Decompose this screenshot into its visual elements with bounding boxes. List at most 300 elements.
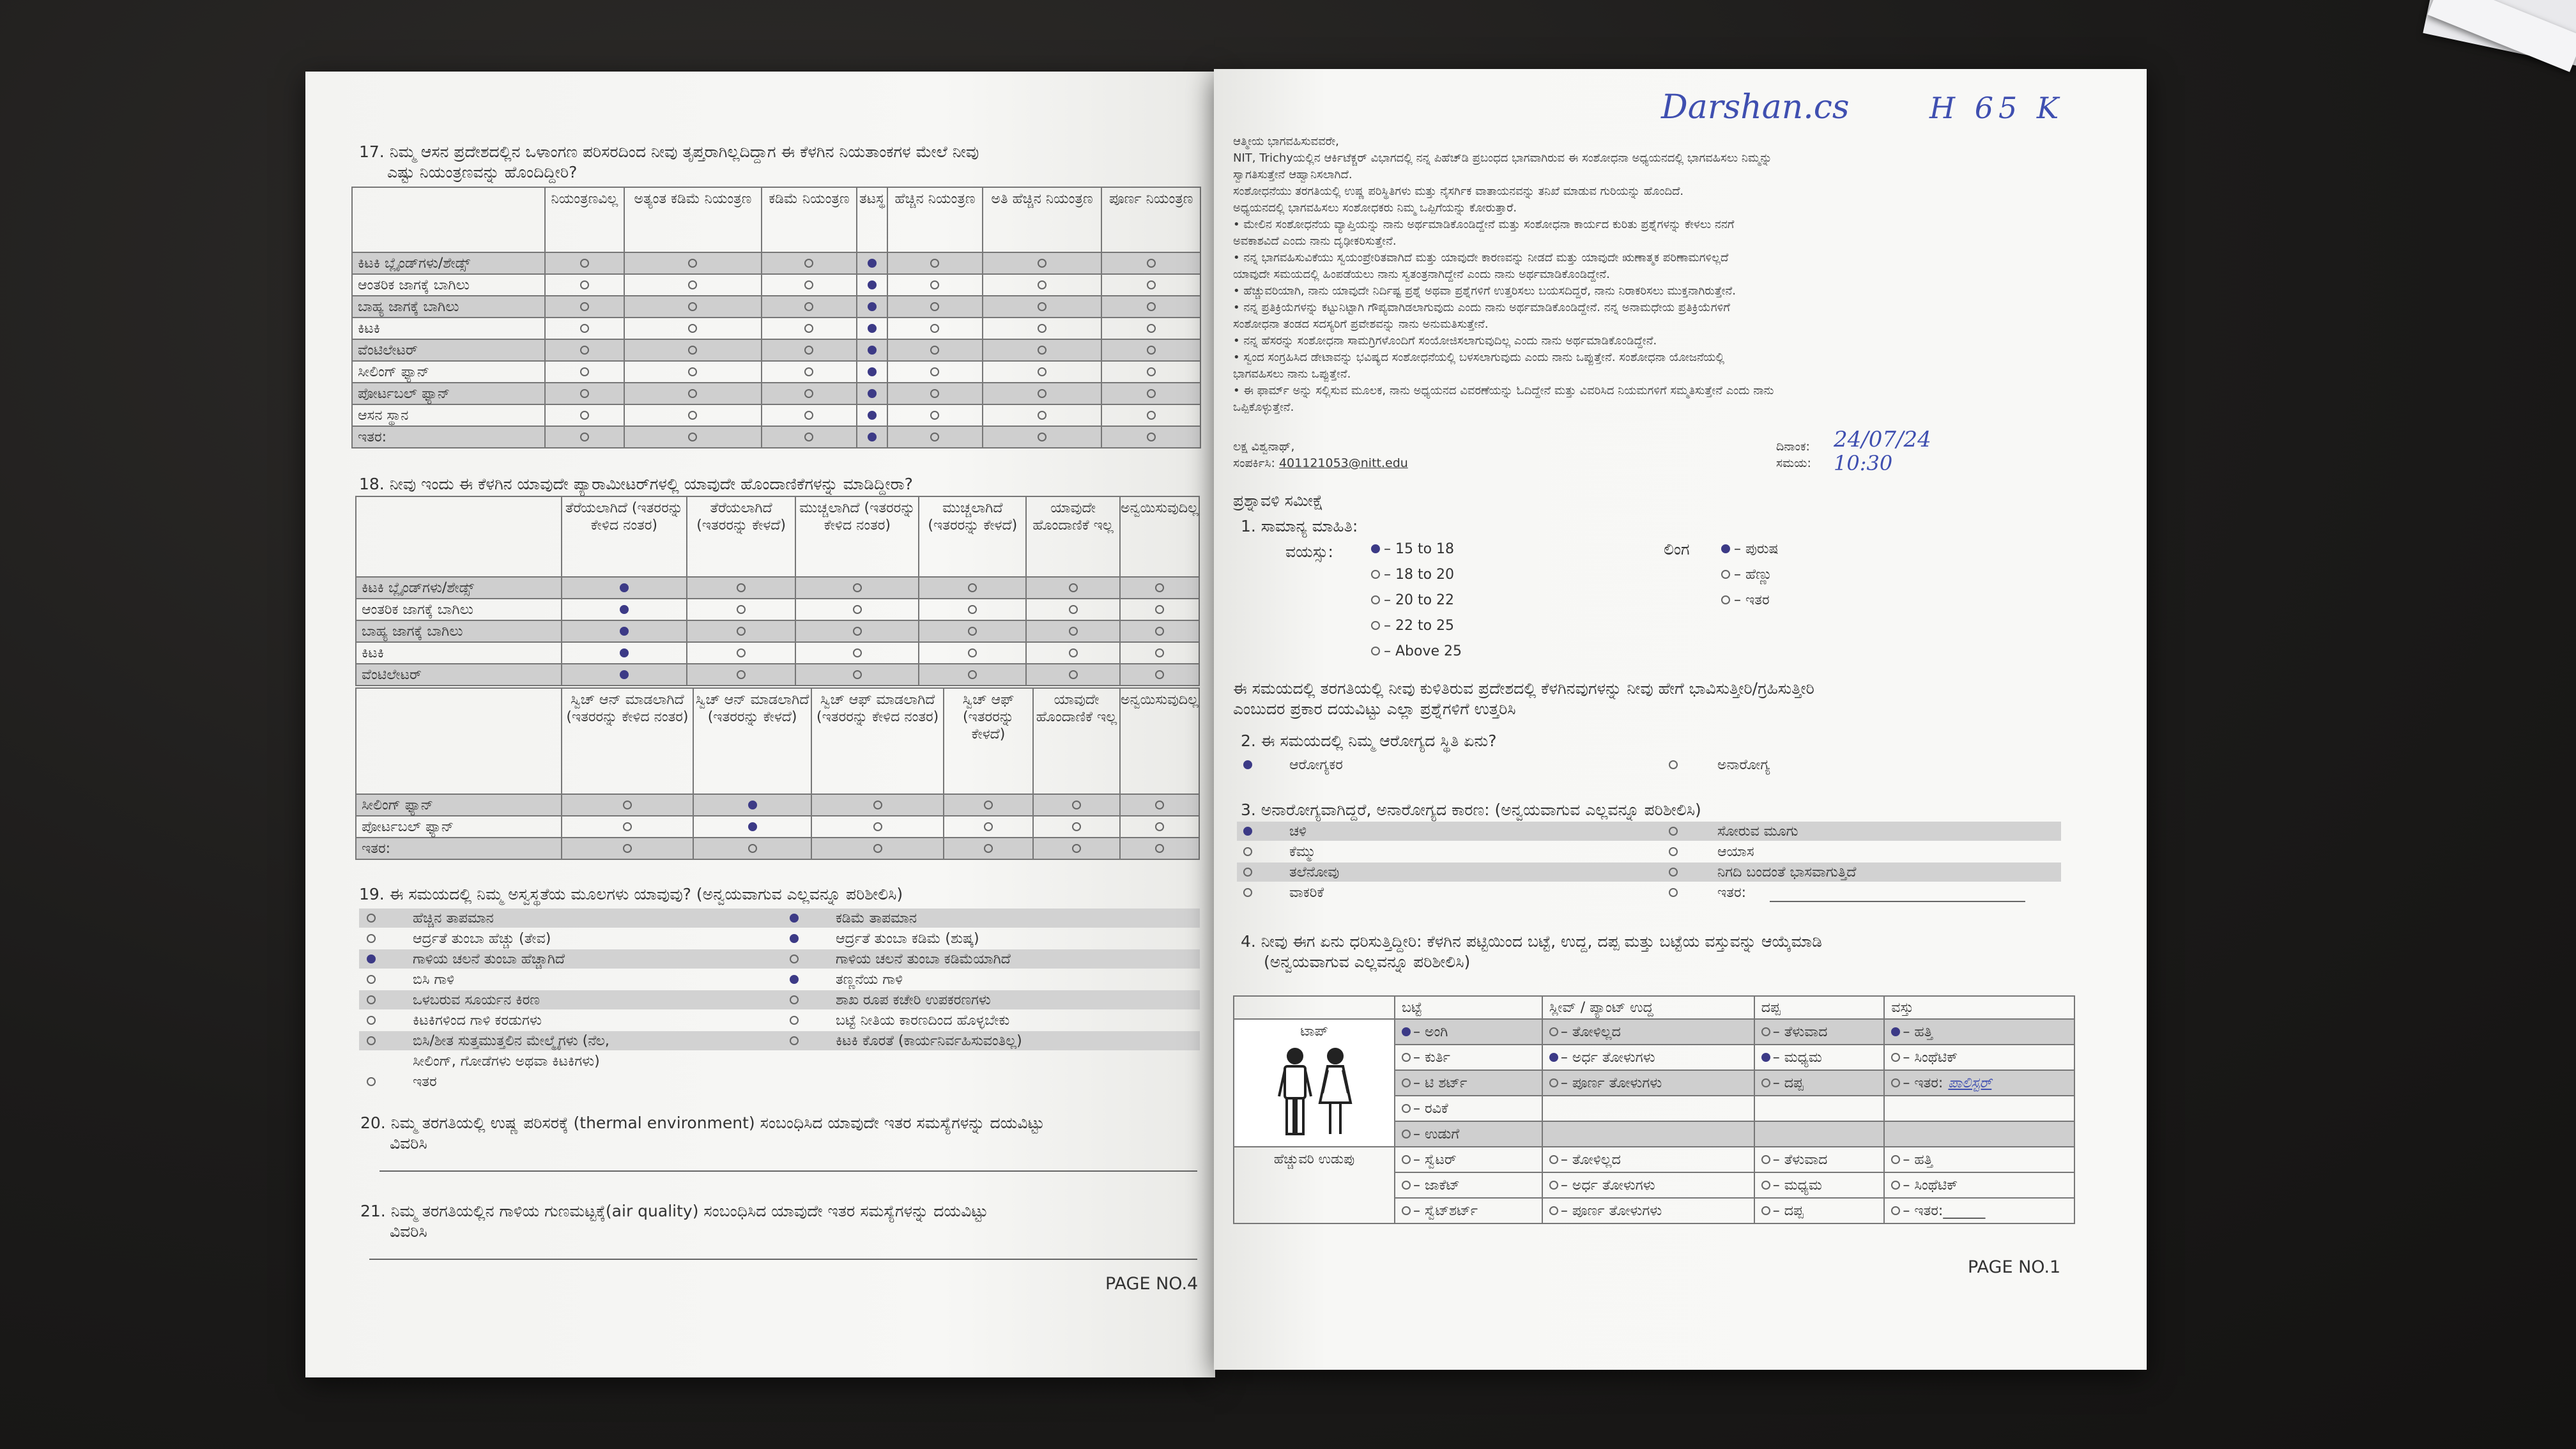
q19-option[interactable] [790,992,991,1009]
q18-radio[interactable] [873,801,882,809]
q18-radio[interactable] [1069,583,1078,592]
q17-radio[interactable] [580,367,589,376]
q18-radio[interactable] [620,605,629,614]
q18-cell [811,838,944,859]
q17-radio[interactable] [930,389,939,398]
q1-age-radio[interactable] [1371,647,1380,656]
q18-radio[interactable] [853,670,862,679]
q19-option[interactable] [790,1012,1009,1030]
q18-radio[interactable] [623,844,632,853]
q18-radio[interactable] [853,583,862,592]
handwritten-name: Darshan.cs [1661,88,1850,126]
q18-radio[interactable] [1155,627,1164,636]
q19-option[interactable] [790,971,903,989]
q19-option[interactable] [790,1032,1022,1050]
q20-line2: ವಿವರಿಸಿ [390,1134,427,1153]
q17-radio[interactable] [688,346,697,355]
q4-col-header: ಬಟ್ಟೆ [1395,996,1542,1019]
q17-radio[interactable] [1038,367,1046,376]
q18-radio[interactable] [737,583,746,592]
q18-radio[interactable] [984,801,993,809]
q4-cell-label: – ಉಡುಗೆ [1413,1126,1460,1142]
q17-cell [545,318,624,339]
q17-radio[interactable] [580,433,589,441]
q18-col-header: ಯಾವುದೇ ಹೊಂದಾಣಿಕೆ ಇಲ್ಲ [1033,688,1120,794]
q18-col-header: ಅನ್ವಯಿಸುವುದಿಲ್ಲ [1120,496,1199,577]
q18-cell [795,642,919,664]
q3-radio[interactable] [1669,847,1678,856]
q17-radio[interactable] [930,411,939,420]
q1-age-radio[interactable] [1371,595,1380,604]
q18-radio[interactable] [623,822,632,831]
q1-age-radio[interactable] [1371,544,1380,553]
q17-radio[interactable] [1038,302,1046,311]
q4-extra-row [1234,1147,2074,1172]
q17-cell [857,383,888,404]
q18-cell [562,620,687,642]
q21-line1: 21. ನಿಮ್ಮ ತರಗತಿಯಲ್ಲಿನ ಗಾಳಿಯ ಗುಣಮಟ್ಟಕ್ಕೆ(air quality) ಸಂಬಂಧಿಸಿದ ಯಾವುದೇ ಇತರ ಸಮಸ್ಯೆಗಳನ್ನು ದಯವಿಟ್ಟು [360,1202,988,1220]
q19-radio[interactable] [790,934,799,943]
q17-radio[interactable] [580,411,589,420]
q4-radio[interactable] [1761,1155,1770,1164]
consent-line: ಅವಕಾಶವಿದೆ ಎಂದು ನಾನು ದೃಢೀಕರಿಸುತ್ತೇನೆ. [1233,234,1397,248]
q17-radio[interactable] [930,324,939,333]
q17-radio[interactable] [804,433,813,441]
q18-corner [356,688,562,794]
q18-radio[interactable] [1069,648,1078,657]
q17-radio[interactable] [1147,389,1156,398]
q17-radio[interactable] [868,259,877,268]
q4-cell [1884,1121,2074,1147]
q17-radio[interactable] [688,367,697,376]
q4-radio[interactable] [1549,1078,1558,1087]
q3-radio[interactable] [1669,868,1678,877]
q17-cell [887,274,982,296]
q4-radio[interactable] [1761,1027,1770,1036]
q19-radio[interactable] [790,995,799,1004]
q18-radio[interactable] [873,844,882,853]
q4-radio[interactable] [1549,1155,1558,1164]
q17-radio[interactable] [688,280,697,289]
q4-radio[interactable] [1402,1206,1411,1215]
q1-gender-option[interactable] [1721,566,1772,584]
q1-gender-label-text: – ಇತರ [1734,592,1770,608]
q18-radio[interactable] [620,627,629,636]
q3-radio[interactable] [1243,827,1252,836]
q4-radio[interactable] [1891,1206,1900,1215]
q18-radio[interactable] [748,801,757,809]
q2-radio[interactable] [1669,760,1678,769]
q18-col-header: ತೆರೆಯಲಾಗಿದೆ (ಇತರರನ್ನು ಕೇಳಿದ ನಂತರ) [562,496,687,577]
q18-radio[interactable] [620,583,629,592]
q4-cell [1542,1045,1754,1070]
q4-radio[interactable] [1891,1053,1900,1062]
q1-age-radio[interactable] [1371,570,1380,579]
q17-radio[interactable] [580,389,589,398]
q17-col-header: ನಿಯಂತ್ರಣವಿಲ್ಲ [545,187,624,252]
q1-gender-option[interactable] [1721,540,1779,558]
q18-radio[interactable] [737,648,746,657]
q3-radio[interactable] [1669,827,1678,836]
q19-radio[interactable] [790,914,799,923]
q17-radio[interactable] [688,259,697,268]
q19-radio[interactable] [790,1036,799,1045]
q4-cell-label: – ದಪ್ಪ [1772,1075,1804,1091]
q17-cell [983,252,1102,274]
q17-radio[interactable] [930,433,939,441]
q3-option-label: ಕೆಮ್ಮು [1289,844,1316,860]
q17-radio[interactable] [868,302,877,311]
q3-option[interactable] [1669,823,1798,841]
q18-radio[interactable] [968,648,977,657]
q19-radio[interactable] [367,954,376,963]
q17-radio[interactable] [1038,324,1046,333]
q18-cell [795,577,919,599]
q18-row-label: ಪೋರ್ಟಬಲ್ ಫ್ಯಾನ್ [356,816,562,838]
q18-radio[interactable] [1155,605,1164,614]
q17-radio[interactable] [1147,346,1156,355]
q4-radio[interactable] [1891,1155,1900,1164]
q17-radio[interactable] [868,433,877,441]
q17-cell [887,339,982,361]
q4-col-header: ದಪ್ಪ [1754,996,1885,1019]
q1-gender-radio[interactable] [1721,595,1730,604]
q17-radio[interactable] [930,367,939,376]
q17-radio[interactable] [1147,411,1156,420]
q19-option[interactable] [367,971,454,989]
contact-email[interactable]: 401121053@nitt.edu [1278,456,1408,470]
q3-option[interactable] [1243,823,1307,841]
q17-cell [545,296,624,318]
q3-option[interactable] [1669,843,1754,861]
q19-option[interactable] [367,992,540,1009]
q18-header-row [356,496,1199,577]
q18-cell [944,816,1033,838]
q18-radio[interactable] [853,627,862,636]
q18-radio[interactable] [968,583,977,592]
q4-radio[interactable] [1891,1027,1900,1036]
q4-extra-label-cell [1234,1147,1395,1223]
q4-cell-label: – ಇತರ: [1903,1075,1943,1091]
q17-radio[interactable] [580,259,589,268]
q17-radio[interactable] [804,280,813,289]
q18-cell [795,664,919,686]
q3-radio[interactable] [1669,888,1678,897]
q17-radio[interactable] [580,302,589,311]
q17-radio[interactable] [868,411,877,420]
q17-cell [624,383,762,404]
q18-radio[interactable] [737,627,746,636]
q4-cell-label: – ರವಿಕೆ [1413,1100,1448,1117]
q19-option[interactable] [367,1012,542,1030]
q18-col-header: ತೆರೆಯಲಾಗಿದೆ (ಇತರರನ್ನು ಕೇಳದೆ) [687,496,796,577]
q4-radio[interactable] [1761,1181,1770,1190]
q19-radio[interactable] [790,954,799,963]
q1-age-option[interactable] [1371,540,1454,558]
q18-radio[interactable] [1072,822,1081,831]
q18-cell [693,838,812,859]
q17-radio[interactable] [1147,280,1156,289]
q19-radio[interactable] [367,995,376,1004]
q18-cell [693,794,812,816]
q4-top-label: ಟಾಪ್ [1300,1023,1328,1039]
q4-radio[interactable] [1891,1181,1900,1190]
q18-radio[interactable] [620,648,629,657]
q19-option[interactable] [790,951,1011,969]
q18-radio[interactable] [1069,670,1078,679]
q17-radio[interactable] [930,259,939,268]
q17-cell [762,361,857,383]
q18-cell [1026,642,1120,664]
q17-row [352,426,1200,448]
q17-radio[interactable] [1147,302,1156,311]
page-number-1: PAGE NO.1 [1968,1257,2061,1277]
q4-cell-label: – ಅಂಗಿ [1413,1023,1448,1040]
q4-cell-label: – ಮಧ್ಯಮ [1772,1049,1822,1066]
q19-option[interactable] [367,951,565,969]
q19-radio[interactable] [790,1016,799,1025]
q4-radio[interactable] [1761,1053,1770,1062]
q18-radio[interactable] [1155,801,1164,809]
q4-radio[interactable] [1402,1078,1411,1087]
q17-radio[interactable] [1038,411,1046,420]
consent-line: ಆತ್ಮೀಯ ಭಾಗವಹಿಸುವವರೇ, [1233,135,1339,148]
q18-radio[interactable] [620,670,629,679]
q17-cell [857,361,888,383]
q19-radio[interactable] [367,975,376,984]
q2-option-healthy[interactable] [1243,756,1343,774]
q1-gender-radio[interactable] [1721,544,1730,553]
q1-age-option[interactable] [1371,643,1462,661]
q17-radio[interactable] [1038,259,1046,268]
q3-option[interactable] [1243,884,1324,902]
q4-radio[interactable] [1402,1130,1411,1138]
q17-cell [983,339,1102,361]
q4-radio[interactable] [1549,1027,1558,1036]
q3-radio[interactable] [1243,888,1252,897]
q19-radio[interactable] [367,914,376,923]
q18-radio[interactable] [1069,627,1078,636]
q17-radio[interactable] [1147,259,1156,268]
q18-radio[interactable] [748,822,757,831]
q18-radio[interactable] [873,822,882,831]
q2-option-unwell[interactable] [1669,756,1770,774]
q18-radio[interactable] [1155,583,1164,592]
q4-radio[interactable] [1402,1027,1411,1036]
q3-option[interactable] [1669,864,1856,882]
q17-cell [887,296,982,318]
q18-radio[interactable] [1069,605,1078,614]
q17-radio[interactable] [930,302,939,311]
q4-cell-label: – ಹತ್ತಿ [1903,1151,1933,1168]
q4-cell [1395,1070,1542,1096]
q18-radio[interactable] [748,844,757,853]
consent-line: NIT, Trichyಯಲ್ಲಿನ ಆರ್ಕಿಟೆಕ್ಚರ್ ವಿಭಾಗದಲ್ಲಿ ನನ್ನ ಪಿಹೆಚ್‌ಡಿ ಪ್ರಬಂಧದ ಭಾಗವಾಗಿರುವ ಈ ಸಂಶೋಧನಾ ಅಧ್ಯಯನದಲ್ಲಿ ಭಾಗವಹಿಸಲು ನಿಮ್ಮನ್ನು [1233,151,1772,165]
q3-radio[interactable] [1243,847,1252,856]
q18-cell [1120,664,1199,686]
q18-radio[interactable] [1072,844,1081,853]
q17-col-header: ಕಡಿಮೆ ನಿಯಂತ್ರಣ [762,187,857,252]
q17-radio[interactable] [688,411,697,420]
q4-extra-label: ಹೆಚ್ಚುವರಿ ಉಡುಪು [1273,1151,1355,1167]
q17-cell [983,426,1102,448]
q4-radio[interactable] [1891,1078,1900,1087]
q17-radio[interactable] [580,280,589,289]
q17-radio[interactable] [1038,389,1046,398]
q3-option[interactable] [1243,864,1339,882]
q18-radio[interactable] [1155,844,1164,853]
q4-cell-label: – ಮಧ್ಯಮ [1772,1177,1822,1193]
q17-radio[interactable] [930,346,939,355]
consent-line: ಯಾವುದೇ ಸಮಯದಲ್ಲಿ ಹಿಂಪಡೆಯಲು ನಾನು ಸ್ವತಂತ್ರನಾಗಿದ್ದೇನೆ ಎಂದು ನಾನು ಅರ್ಥಮಾಡಿಕೊಂಡಿದ್ದೇನೆ. [1233,268,1610,281]
q17-radio[interactable] [1038,433,1046,441]
person-male-icon [1279,1049,1311,1134]
q18-row [356,620,1199,642]
q18-radio[interactable] [737,670,746,679]
q1-age-option[interactable] [1371,617,1454,635]
q2-radio[interactable] [1243,760,1252,769]
q17-cell [887,383,982,404]
q3-option-label: ತಲೆನೋವು [1289,864,1340,880]
q18-cell [562,664,687,686]
q18-radio[interactable] [984,822,993,831]
q19-radio[interactable] [367,934,376,943]
q4-radio[interactable] [1402,1181,1411,1190]
q17-radio[interactable] [804,259,813,268]
q17-radio[interactable] [804,389,813,398]
q18-radio[interactable] [984,844,993,853]
q19-option[interactable] [367,1053,600,1071]
q17-radio[interactable] [580,346,589,355]
q18-radio[interactable] [968,670,977,679]
consent-line: ಸಂಶೋಧನಾ ತಂಡದ ಸದಸ್ಯರಿಗೆ ಪ್ರವೇಶವನ್ನು ನಾನು ಅನುಮತಿಸುತ್ತೇನೆ. [1233,318,1489,331]
q1-gender-radio[interactable] [1721,570,1730,579]
q3-radio[interactable] [1243,868,1252,877]
q19-option[interactable] [790,930,979,948]
q17-radio[interactable] [688,302,697,311]
q17-radio[interactable] [868,280,877,289]
q17-row-label: ಆಸನ ಸ್ಥಾನ [352,404,545,426]
q18-row-label: ಕಿಟಕಿ ಬ್ಲೈಂಡ್‌ಗಳು/ಶೇಡ್ಸ್ [356,577,562,599]
q18-radio[interactable] [623,801,632,809]
q18-radio[interactable] [968,627,977,636]
q4-radio[interactable] [1549,1053,1558,1062]
q4-radio[interactable] [1549,1206,1558,1215]
q4-cell-label: – ಸ್ವೆಟರ್ [1413,1151,1457,1168]
q17-radio[interactable] [868,367,877,376]
q17-col-header: ಹೆಚ್ಚಿನ ನಿಯಂತ್ರಣ [887,187,982,252]
q18-radio[interactable] [968,605,977,614]
q1-age-option[interactable] [1371,592,1454,610]
q17-radio[interactable] [580,324,589,333]
q17-radio[interactable] [1038,280,1046,289]
q18-radio[interactable] [1155,670,1164,679]
q19-option[interactable] [367,1032,610,1050]
q19-option[interactable] [367,1073,437,1091]
q18-radio[interactable] [1155,822,1164,831]
q17-cell [545,252,624,274]
q17-cell [857,252,888,274]
q18-cell [687,664,796,686]
q17-radio[interactable] [1147,433,1156,441]
q18-cell [1033,794,1120,816]
q1-age-radio[interactable] [1371,621,1380,630]
q17-radio[interactable] [804,324,813,333]
q4-cell-label: – ತೋಳಿಲ್ಲದ [1560,1151,1621,1168]
q17-cell [857,404,888,426]
q18-cell [687,577,796,599]
q17-radio[interactable] [688,389,697,398]
q18-radio[interactable] [1155,648,1164,657]
q18-row-label: ಕಿಟಕಿ [356,642,562,664]
q1-age-label-text: – 18 to 20 [1384,567,1455,583]
q17-radio[interactable] [688,324,697,333]
q4-radio[interactable] [1402,1053,1411,1062]
q18-col-header: ಸ್ವಿಚ್ ಆನ್ ಮಾಡಲಾಗಿದೆ (ಇತರರನ್ನು ಕೇಳದೆ) [693,688,812,794]
q17-radio[interactable] [804,411,813,420]
q17-radio[interactable] [804,367,813,376]
q18-cell [919,664,1026,686]
q17-radio[interactable] [688,433,697,441]
q17-row-label: ಕಿಟಕಿ [352,318,545,339]
q18-col-header: ಸ್ವಿಚ್ ಆಫ್ ಮಾಡಲಾಗಿದೆ (ಇತರರನ್ನು ಕೇಳಿದ ನಂತರ) [811,688,944,794]
q18-title: 18. ನೀವು ಇಂದು ಈ ಕೆಳಗಿನ ಯಾವುದೇ ಪ್ಯಾರಾಮೀಟರ್‌ಗಳಲ್ಲಿ ಯಾವುದೇ ಹೊಂದಾಣಿಕೆಗಳನ್ನು ಮಾಡಿದ್ದೀರಾ? [359,475,913,493]
consent-line: • ನನ್ನ ಭಾಗವಹಿಸುವಿಕೆಯು ಸ್ವಯಂಪ್ರೇರಿತವಾಗಿದೆ ಮತ್ತು ಯಾವುದೇ ಕಾರಣವನ್ನು ನೀಡದೆ ಮತ್ತು ಯಾವುದೇ ಋಣಾತ್ಮಕ ಪರಿಣಾಮಗಳಿಲ್ಲದೆ [1233,251,1729,264]
q17-radio[interactable] [1038,346,1046,355]
q4-cell [1395,1147,1542,1172]
q21-answer-line[interactable] [369,1259,1197,1260]
q4-cell-label: – ದಪ್ಪ [1772,1202,1804,1219]
q18-cell [1026,664,1120,686]
q17-radio[interactable] [930,280,939,289]
q4-radio[interactable] [1761,1206,1770,1215]
q19-option[interactable] [790,910,917,928]
q18-radio[interactable] [853,648,862,657]
page-number-4: PAGE NO.4 [1105,1274,1199,1294]
handwritten-code: H 65 K [1929,91,2064,125]
q17-col-header: ತಟಸ್ಥ [857,187,888,252]
q4-radio[interactable] [1549,1181,1558,1190]
q3-other-line[interactable] [1770,901,2025,902]
q19-option-label: ಬಿಸಿ/ಶೀತ ಸುತ್ತಮುತ್ತಲಿನ ಮೇಲ್ಮೈಗಳು (ನೆಲ, [413,1033,610,1049]
q17-radio[interactable] [804,302,813,311]
q17-radio[interactable] [804,346,813,355]
q18-radio[interactable] [853,605,862,614]
q3-option[interactable] [1669,884,1746,902]
q19-radio[interactable] [790,975,799,984]
q19-radio[interactable] [367,1036,376,1045]
q18-cell [1120,599,1199,620]
q4-radio[interactable] [1761,1078,1770,1087]
q3-option[interactable] [1243,843,1316,861]
q4-radio[interactable] [1402,1104,1411,1113]
q19-radio[interactable] [367,1016,376,1025]
q19-option[interactable] [367,910,494,928]
q18-radio[interactable] [737,605,746,614]
q1-age-option[interactable] [1371,566,1454,584]
q17-radio[interactable] [868,389,877,398]
q18-radio[interactable] [1072,801,1081,809]
q1-gender-option[interactable] [1721,592,1770,610]
q17-radio[interactable] [1147,324,1156,333]
q20-answer-line[interactable] [379,1170,1197,1172]
q17-radio[interactable] [1147,367,1156,376]
q17-radio[interactable] [868,346,877,355]
q17-radio[interactable] [868,324,877,333]
q4-radio[interactable] [1402,1155,1411,1164]
q19-option[interactable] [367,930,551,948]
q19-radio[interactable] [367,1077,376,1086]
